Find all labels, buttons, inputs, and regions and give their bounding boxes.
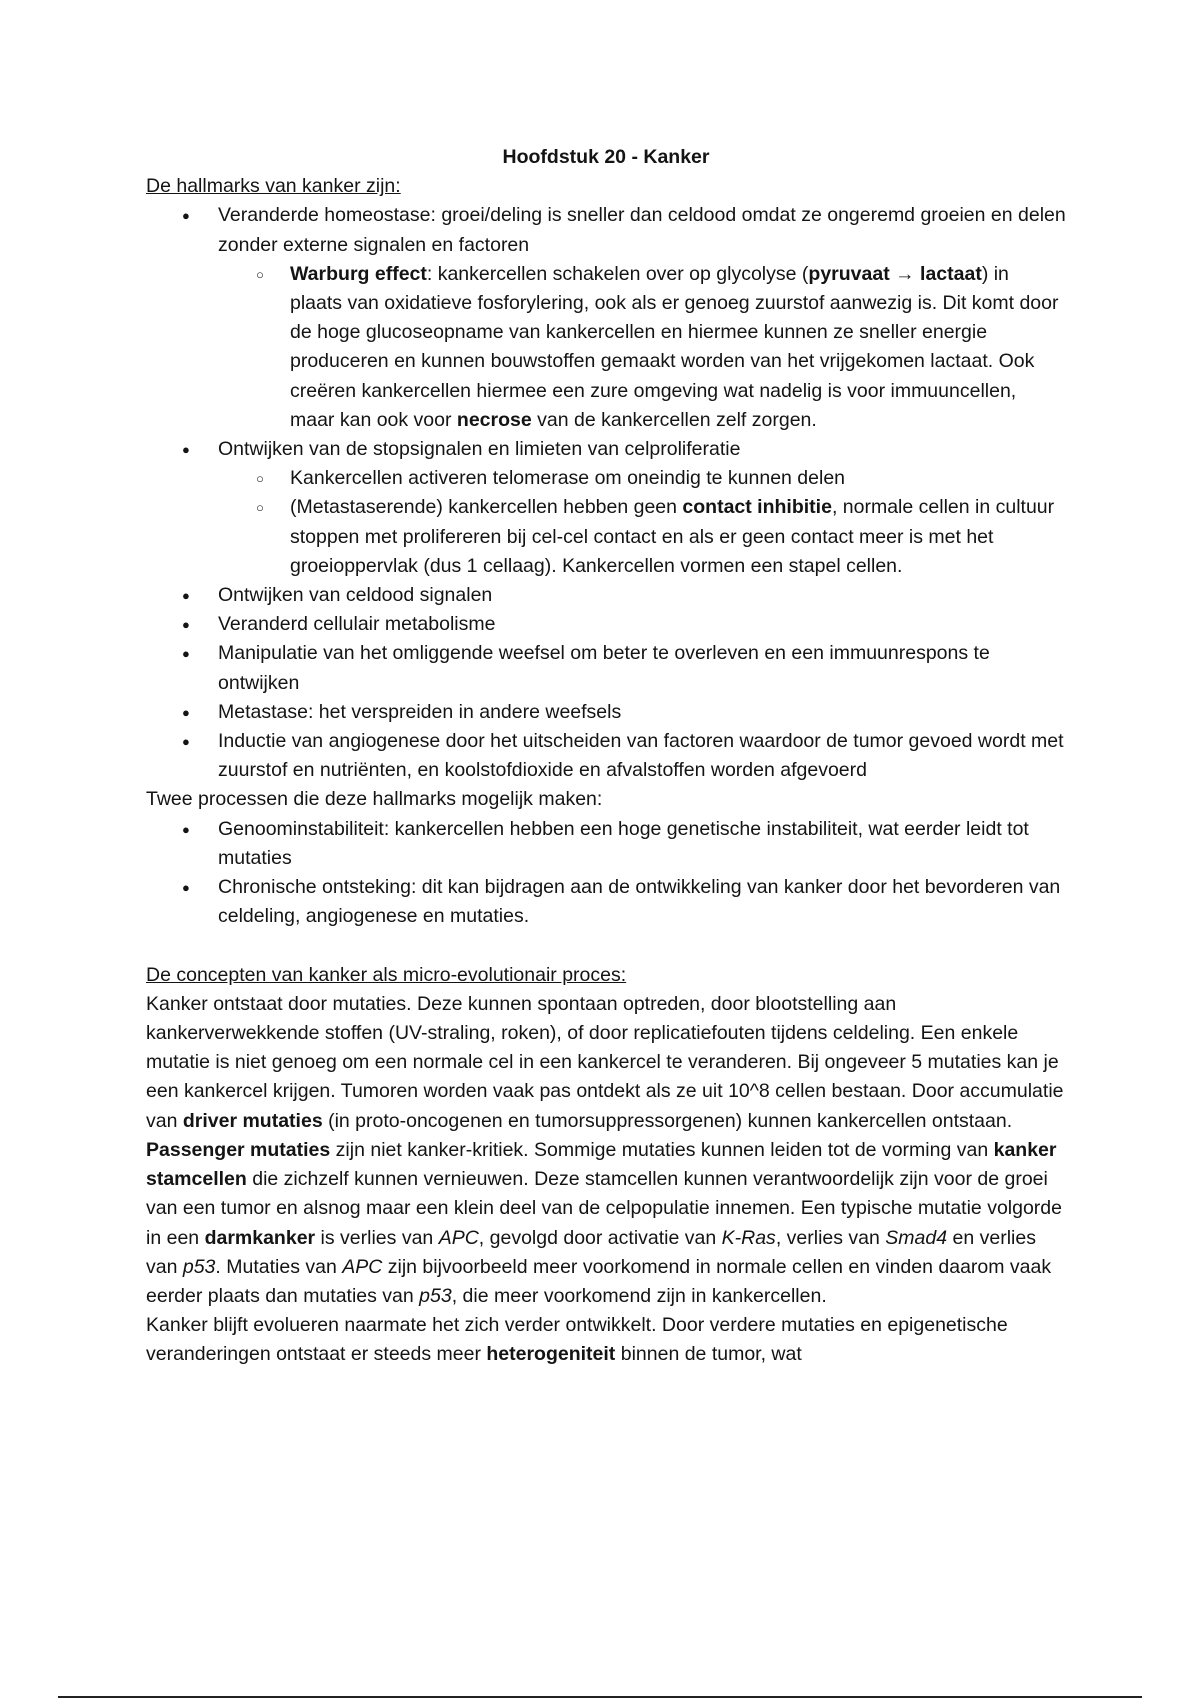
evolution-heading: De concepten van kanker als micro-evolutionair proces: — [146, 963, 627, 986]
list-item: ● Inductie van angiogenese door het uitscheiden van factoren waardoor de tumor gevoed wordt met zuurstof en nutriënten, en koolstofdioxide en afvalstoffen worden afgevoerd — [146, 727, 1066, 785]
list-item: ○ Kankercellen activeren telomerase om oneindig te kunnen delen — [218, 464, 1066, 493]
hallmarks-list — [146, 201, 1066, 785]
hallmarks-heading: De hallmarks van kanker zijn: — [146, 175, 401, 198]
list-item: ● Ontwijken van celdood signalen — [146, 581, 1066, 610]
list-item: ● Veranderde homeostase: groei/deling is sneller dan celdood omdat ze ongeremd groeien en delen zonder externe signalen en factoren ○ Warburg effect: kankercellen schakelen over op glycolyse (pyruvaat → lactaat) in plaats van oxidatieve fosforylering, ook als er genoeg zuurstof aanwezig is. Dit komt door de hoge glucoseopname van kankercellen en hiermee kunnen ze sneller energie produceren en kunnen bouwstoffen gemaakt worden van het vrijgekomen lactaat. Ook creëren kankercellen hiermee een zure omgeving wat nadelig is voor immuuncellen, maar kan ook voor necrose van de kankercellen zelf zorgen. — [146, 201, 1066, 435]
document-page — [146, 143, 1066, 1370]
list-item: ● Ontwijken van de stopsignalen en limieten van celproliferatie ○ Kankercellen activeren telomerase om oneindig te kunnen delen ○ (Metastaserende) kankercellen hebben geen contact inhibitie, normale cellen in cultuur stoppen met prolifereren bij cel-cel contact en als er geen contact meer is met het groeioppervlak (dus 1 cellaag). Kankercellen vormen een stapel cellen. — [146, 435, 1066, 581]
list-item: ○ (Metastaserende) kankercellen hebben geen contact inhibitie, normale cellen in cultuur stoppen met prolifereren bij cel-cel contact en als er geen contact meer is met het groeioppervlak (dus 1 cellaag). Kankercellen vormen een stapel cellen. — [218, 493, 1066, 581]
list-item: ● Metastase: het verspreiden in andere weefsels — [146, 698, 1066, 727]
list-item: ● Manipulatie van het omliggende weefsel om beter te overleven en een immuunrespons te ontwijken — [146, 639, 1066, 697]
page-title: Hoofdstuk 20 - Kanker — [502, 146, 710, 168]
list-item: ● Chronische ontsteking: dit kan bijdragen aan de ontwikkeling van kanker door het bevorderen van celdeling, angiogenese en mutaties. — [146, 873, 1066, 931]
processes-list — [146, 815, 1066, 932]
list-item: ○ Warburg effect: kankercellen schakelen over op glycolyse (pyruvaat → lactaat) in plaats van oxidatieve fosforylering, ook als er genoeg zuurstof aanwezig is. Dit komt door de hoge glucoseopname van kankercellen en hiermee kunnen ze sneller energie produceren en kunnen bouwstoffen gemaakt worden van het vrijgekomen lactaat. Ook creëren kankercellen hiermee een zure omgeving wat nadelig is voor immuuncellen, maar kan ook voor necrose van de kankercellen zelf zorgen. — [218, 260, 1066, 435]
evolution-paragraph-2: Kanker blijft evolueren naarmate het zich verder ontwikkelt. Door verdere mutaties en epigenetische veranderingen ontstaat er steeds meer heterogeniteit binnen de tumor, wat — [146, 1314, 1008, 1366]
page-divider — [58, 1696, 1142, 1698]
sub-list — [218, 260, 1066, 435]
sub-list — [218, 464, 1066, 581]
list-item: ● Genoominstabiliteit: kankercellen hebben een hoge genetische instabiliteit, wat eerder leidt tot mutaties — [146, 815, 1066, 873]
evolution-paragraph-1: Kanker ontstaat door mutaties. Deze kunnen spontaan optreden, door blootstelling aan kankerverwekkende stoffen (UV-straling, roken), of door replicatiefouten tijdens celdeling. Een enkele mutatie is niet genoeg om een normale cel in een kankercel te veranderen. Bij ongeveer 5 mutaties kan je een kankercel krijgen. Tumoren worden vaak pas ontdekt als ze uit 10^8 cellen bestaan. Door accumulatie van driver mutaties (in proto-oncogenen en tumorsuppressorgenen) kunnen kankercellen ontstaan. Passenger mutaties zijn niet kanker-kritiek. Sommige mutaties kunnen leiden tot de vorming van kanker stamcellen die zichzelf kunnen vernieuwen. Deze stamcellen kunnen verantwoordelijk zijn voor de groei van een tumor en alsnog maar een klein deel van de celpopulatie innemen. Een typische mutatie volgorde in een darmkanker is verlies van APC, gevolgd door activatie van K-Ras, verlies van Smad4 en verlies van p53. Mutaties van APC zijn bijvoorbeeld meer voorkomend in normale cellen en vinden daarom vaak eerder plaats dan mutaties van p53, die meer voorkomend zijn in kankercellen. — [146, 992, 1064, 1307]
spacer — [146, 931, 1066, 960]
processes-intro: Twee processen die deze hallmarks mogelijk maken: — [146, 788, 603, 811]
list-item: ● Veranderd cellulair metabolisme — [146, 610, 1066, 639]
